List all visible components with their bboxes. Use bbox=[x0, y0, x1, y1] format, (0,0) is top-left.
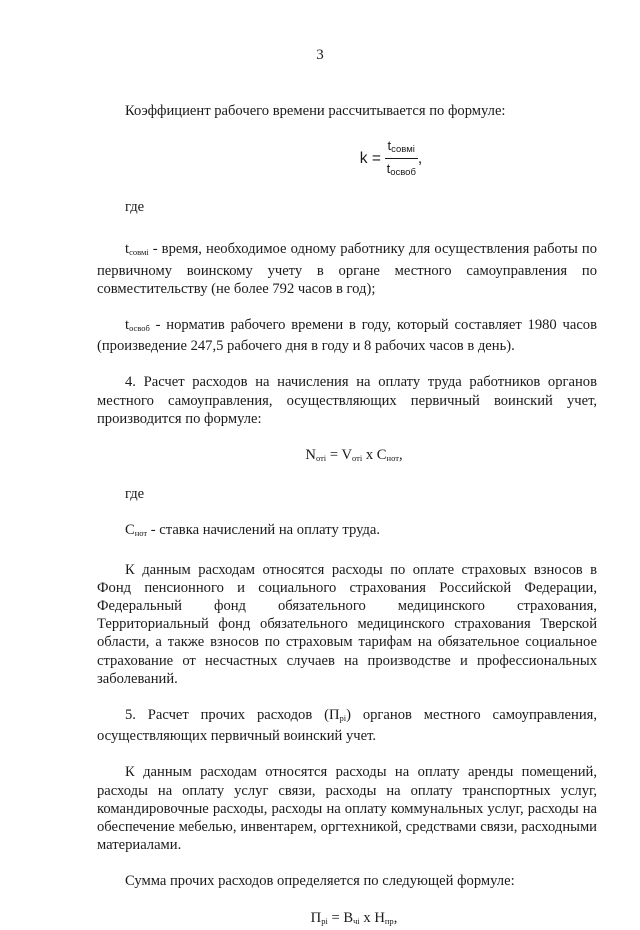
formula-p-mul: x bbox=[359, 909, 375, 926]
formula-p-trailing: , bbox=[393, 909, 398, 926]
formula-k-fraction bbox=[385, 138, 418, 180]
formula-k-denominator bbox=[385, 159, 418, 180]
section-5-after: ) органов местного самоуправления, осуществляющих первичный воинский учет. bbox=[97, 707, 597, 745]
formula-k-trailing: , bbox=[417, 150, 423, 168]
sum-intro: Сумма прочих расходов определяется по следующей формуле: bbox=[125, 873, 515, 890]
section-5-before: 5. Расчет прочих расходов (П bbox=[125, 707, 340, 724]
other-expenses-paragraph: К данным расходам относятся расходы на оплату аренды помещений, расходы на оплату услуг связи, расходы на оплату транспортных услуг, командировочные расходы, расходы на оплату коммунальных услуг, расходы на обеспечение мебелью, инвентарем, оргтехникой, средствами связи, расходными материалами. bbox=[97, 764, 597, 854]
spread-word: медицинского bbox=[397, 598, 485, 615]
definition-t-sovm bbox=[97, 240, 597, 298]
section-5-paragraph bbox=[97, 706, 597, 745]
spread-word: Федеральный bbox=[97, 598, 182, 615]
definition-c-not bbox=[97, 521, 597, 542]
formula-n-b-sub: отi bbox=[351, 453, 363, 464]
formula-k-lhs: k = bbox=[359, 150, 381, 168]
insurance-text-rest: Территориальный фонд обязательного медицинского страхования Тверской области, а также взносов по страховым тарифам на обязательное социальное страхование от несчастных случаев на производстве и профессиональных заболеваний. bbox=[97, 616, 597, 687]
t-sovm-base: t bbox=[125, 241, 130, 258]
t-osvob-base: t bbox=[125, 317, 130, 334]
formula-n bbox=[97, 446, 597, 467]
denominator-sub: освоб bbox=[390, 167, 416, 179]
formula-k bbox=[97, 138, 597, 180]
formula-n-c-sub: нот bbox=[386, 453, 399, 464]
spread-word: страхования, bbox=[516, 598, 597, 615]
section-5-sub: рi bbox=[339, 713, 347, 724]
where-label-1: где bbox=[125, 199, 145, 216]
formula-n-c: C bbox=[376, 447, 387, 464]
c-not-text: - ставка начислений на оплату труда. bbox=[147, 522, 381, 539]
formula1-intro: Коэффициент рабочего времени рассчитывается по формуле: bbox=[125, 103, 506, 119]
section-4-paragraph: 4. Расчет расходов на начисления на оплату труда работников органов местного самоуправления, осуществляющих первичный воинский учет, производится по формуле: bbox=[97, 374, 597, 427]
document-body bbox=[97, 102, 597, 930]
formula-n-a: N bbox=[305, 447, 316, 464]
spread-word: фонд bbox=[213, 598, 246, 615]
formula-p-a-sub: рi bbox=[321, 915, 328, 926]
t-osvob-sub: освоб bbox=[129, 323, 150, 334]
numerator-base: t bbox=[387, 138, 392, 154]
insurance-paragraph bbox=[97, 561, 597, 688]
formula-n-eq: = bbox=[326, 447, 342, 464]
numerator-sub: совмі bbox=[391, 144, 415, 156]
formula-p-c-sub: пр bbox=[384, 915, 394, 926]
formula-p-b-sub: чi bbox=[353, 915, 360, 926]
definition-t-osvob bbox=[97, 316, 597, 355]
formula-p-c: Н bbox=[374, 909, 385, 926]
insurance-text-main: К данным расходам относятся расходы по оплате страховых взносов в Фонд пенсионного и социального страхования Российской Федерации, bbox=[97, 561, 597, 596]
insurance-spread-line bbox=[97, 597, 597, 615]
formula-p-a: П bbox=[310, 909, 322, 926]
denominator-base: t bbox=[386, 161, 391, 177]
formula-k-numerator bbox=[385, 138, 418, 159]
formula-p-eq: = bbox=[327, 909, 344, 926]
formula-p bbox=[97, 909, 597, 930]
c-not-base: С bbox=[125, 522, 135, 539]
formula-n-trailing: , bbox=[398, 447, 403, 464]
c-not-sub: нот bbox=[134, 528, 148, 539]
where-label-2: где bbox=[125, 486, 145, 503]
t-osvob-text: - норматив рабочего времени в году, который составляет 1980 часов (произведение 247,5 рабочего дня в году и 8 рабочих часов в день). bbox=[97, 317, 597, 355]
formula-n-a-sub: отi bbox=[315, 453, 327, 464]
formula-p-b: В bbox=[343, 909, 354, 926]
t-sovm-sub: совмі bbox=[129, 247, 149, 258]
page-number: 3 bbox=[316, 47, 324, 63]
formula-n-b: V bbox=[341, 447, 352, 464]
spread-word: обязательного bbox=[277, 598, 366, 615]
t-sovm-text: - время, необходимое одному работнику для осуществления работы по первичному воинскому учету в органе местного самоуправления по совместительству (не более 792 часов в год); bbox=[97, 241, 597, 297]
formula-n-mul: x bbox=[362, 447, 377, 464]
